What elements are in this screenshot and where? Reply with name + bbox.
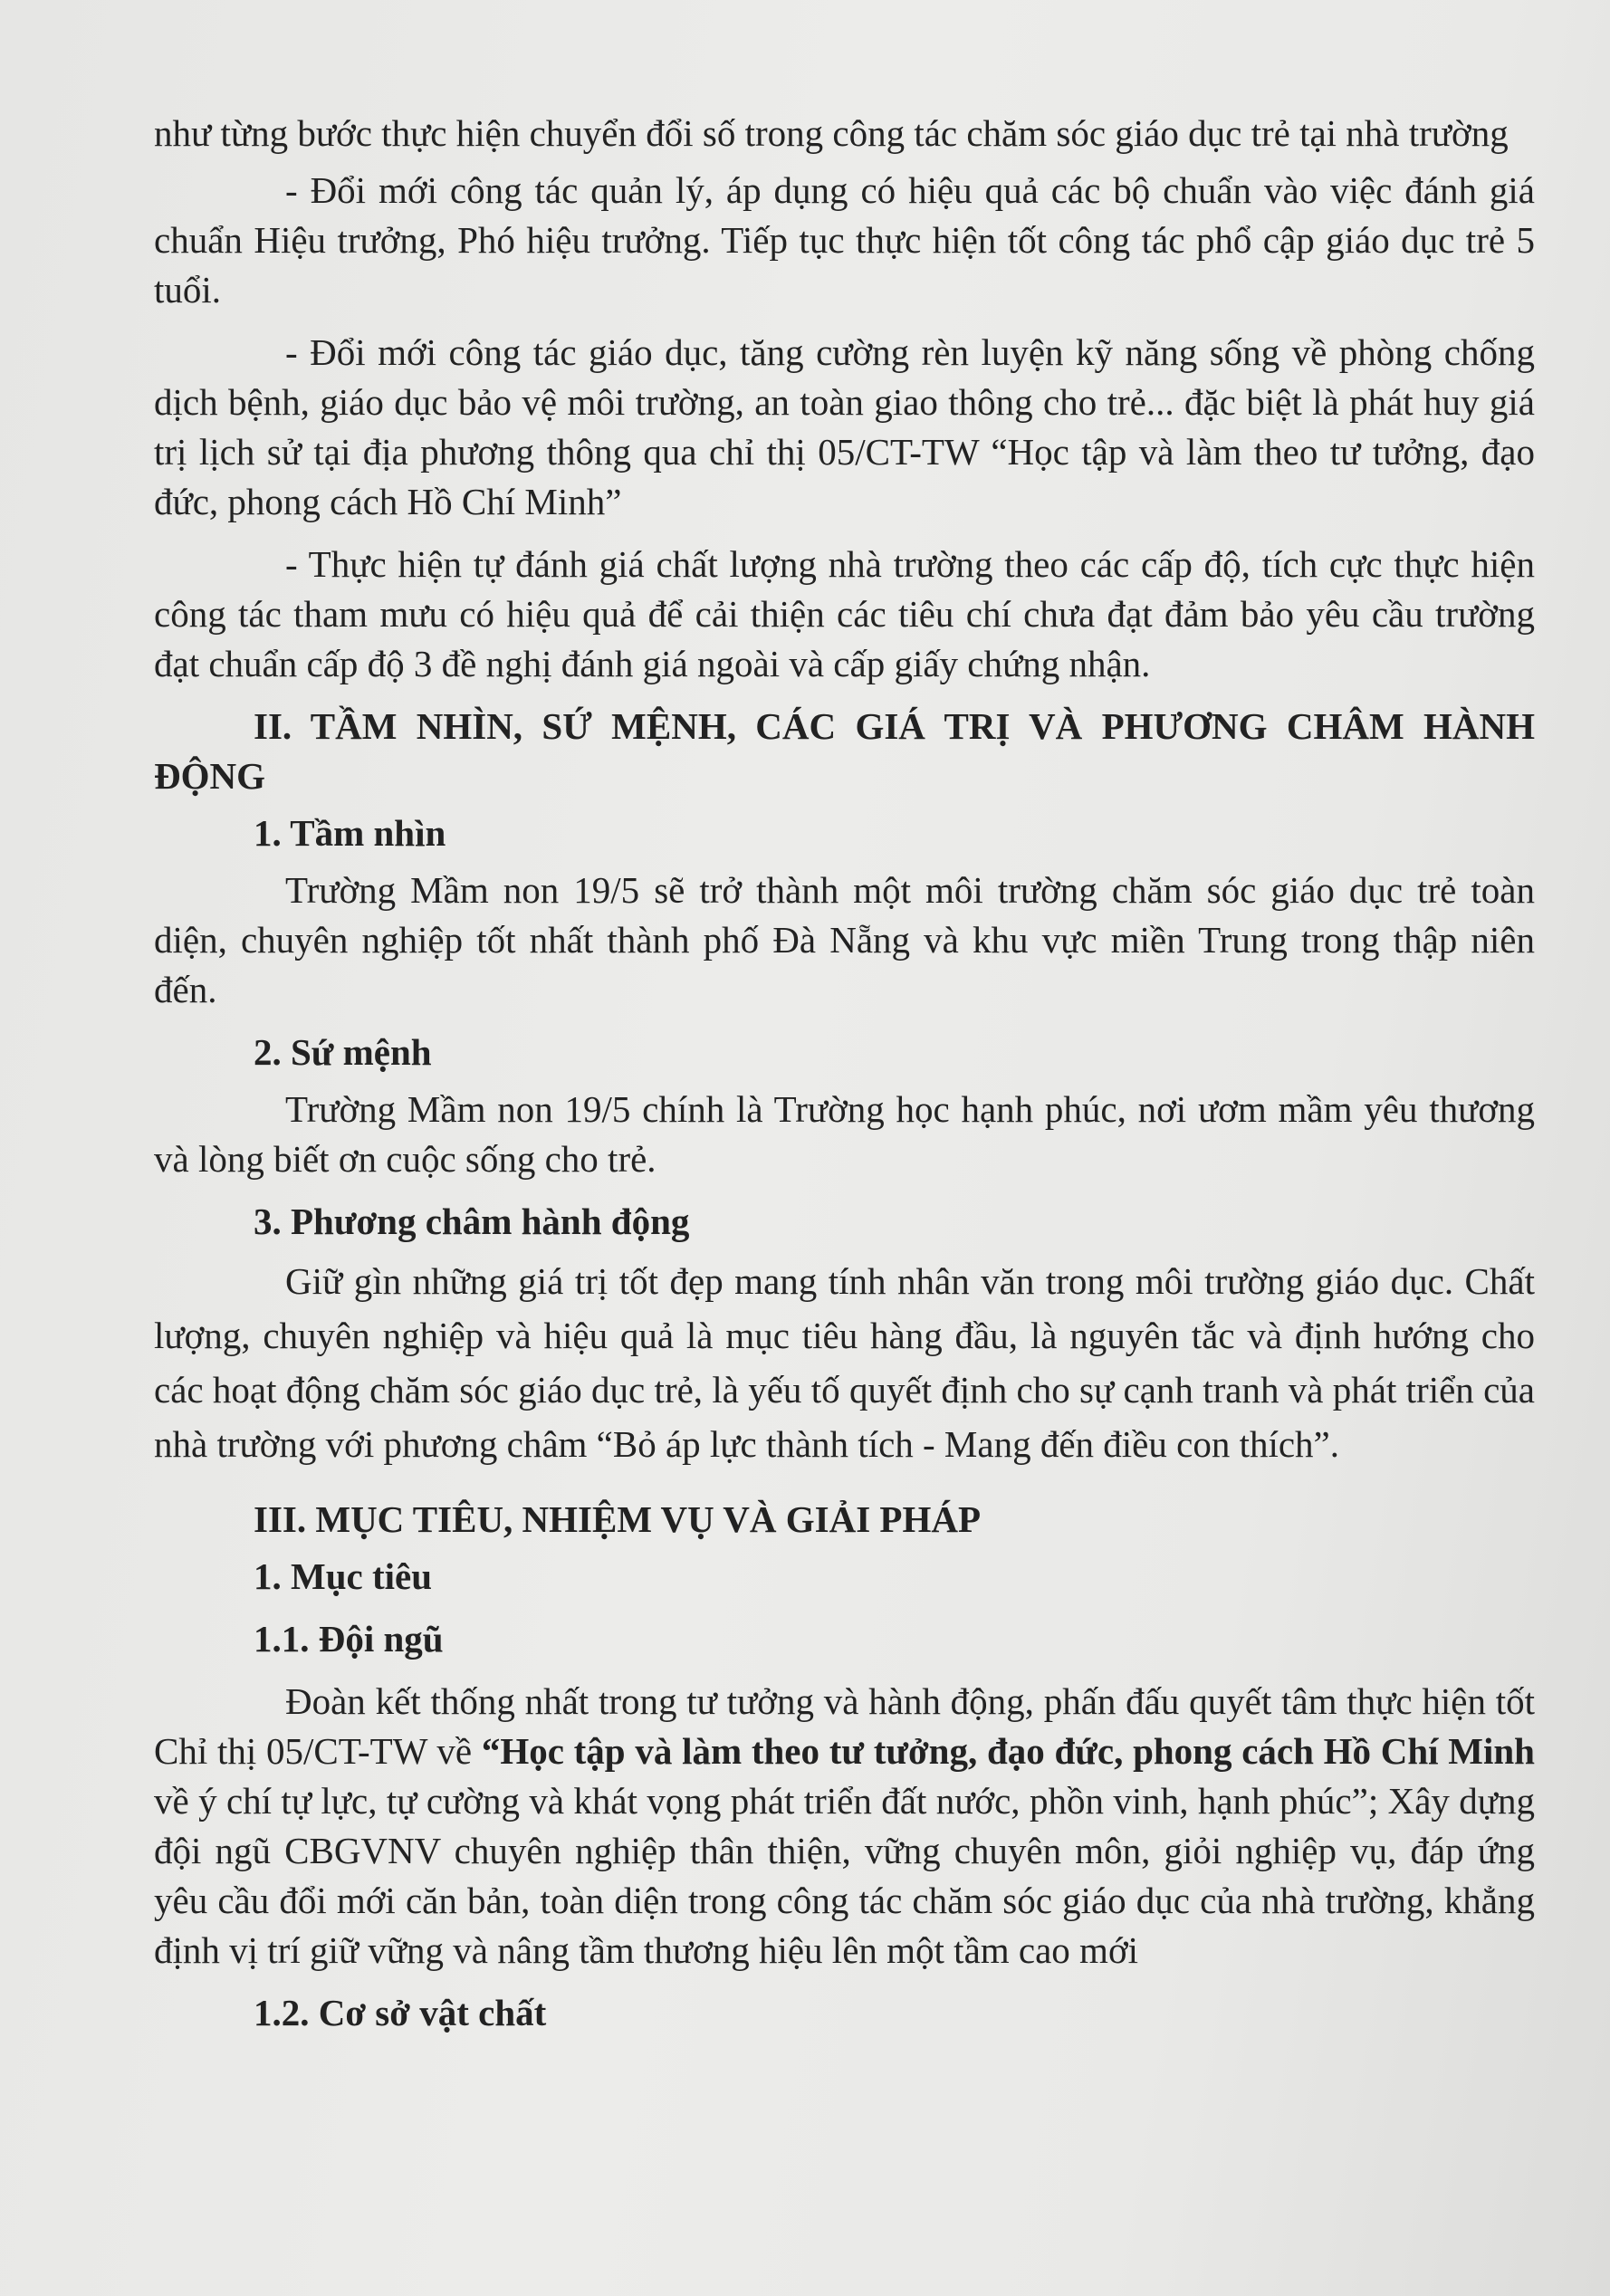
paragraph-digital-transformation: như từng bước thực hiện chuyển đổi số trong công tác chăm sóc giáo dục trẻ tại nhà trường [154,112,1509,154]
paragraph-action-motto: Giữ gìn những giá trị tốt đẹp mang tính nhân văn trong môi trường giáo dục. Chất lượng, chuyên nghiệp và hiệu quả là mục tiêu hàng đầu, là nguyên tắc và định hướng cho các hoạt động chăm sóc giáo dục trẻ, là yếu tố quyết định cho sự cạnh tranh và phát triển của nhà trường với phương châm “Bỏ áp lực thành tích - Mang đến điều con thích”. [154,1260,1535,1465]
staff-text-quote: “Học tập và làm theo tư tưởng, đạo đức, phong cách Hồ Chí Minh [481,1730,1535,1772]
heading-objectives: 1. Mục tiêu [254,1555,432,1597]
section-3-heading: III. MỤC TIÊU, NHIỆM VỤ VÀ GIẢI PHÁP [254,1498,982,1540]
paragraph-vision: Trường Mầm non 19/5 sẽ trở thành một môi trường chăm sóc giáo dục trẻ toàn diện, chuyên nghiệp tốt nhất thành phố Đà Nẵng và khu vực miền Trung trong thập niên đến. [154,869,1535,1010]
heading-staff: 1.1. Đội ngũ [254,1618,444,1660]
document-body [154,109,1535,2038]
paragraph-education-innovation: - Đổi mới công tác giáo dục, tăng cường rèn luyện kỹ năng sống về phòng chống dịch bệnh, giáo dục bảo vệ môi trường, an toàn giao thông cho trẻ... đặc biệt là phát huy giá trị lịch sử tại địa phương thông qua chỉ thị 05/CT-TW “Học tập và làm theo tư tưởng, đạo đức, phong cách Hồ Chí Minh” [154,331,1535,522]
paragraph-self-assessment: - Thực hiện tự đánh giá chất lượng nhà trường theo các cấp độ, tích cực thực hiện công tác tham mưu có hiệu quả để cải thiện các tiêu chí chưa đạt đảm bảo yêu cầu trường đạt chuẩn cấp độ 3 đề nghị đánh giá ngoài và cấp giấy chứng nhận. [154,543,1535,684]
heading-mission: 2. Sứ mệnh [254,1031,432,1073]
paragraph-staff [154,1677,1535,1976]
heading-action-motto: 3. Phương châm hành động [254,1201,690,1242]
paragraph-mission: Trường Mầm non 19/5 chính là Trường học hạnh phúc, nơi ươm mầm yêu thương và lòng biết ơn cuộc sống cho trẻ. [154,1088,1535,1180]
staff-text-start: Đoàn kết thống nhất trong tư tưởng và hành động, phấn đấu quyết tâm thực hiện tốt Chỉ thị 05/CT-TW về [154,1680,1535,1772]
staff-text-end: về ý chí tự lực, tự cường và khát vọng phát triển đất nước, phồn vinh, hạnh phúc”; Xây dựng đội ngũ CBGVNV chuyên nghiệp thân thiện, vững chuyên môn, giỏi nghiệp vụ, đáp ứng yêu cầu đổi mới căn bản, toàn diện trong công tác chăm sóc giáo dục của nhà trường, khẳng định vị trí giữ vững và nâng tầm thương hiệu lên một tầm cao mới [154,1780,1535,1971]
heading-facilities: 1.2. Cơ sở vật chất [254,1992,547,2033]
heading-vision: 1. Tầm nhìn [254,812,446,854]
section-2-heading: II. TẦM NHÌN, SỨ MỆNH, CÁC GIÁ TRỊ VÀ PHƯƠNG CHÂM HÀNH ĐỘNG [154,705,1535,797]
paragraph-management-innovation: - Đổi mới công tác quản lý, áp dụng có hiệu quả các bộ chuẩn vào việc đánh giá chuẩn Hiệu trưởng, Phó hiệu trưởng. Tiếp tục thực hiện tốt công tác phổ cập giáo dục trẻ 5 tuổi. [154,169,1535,311]
